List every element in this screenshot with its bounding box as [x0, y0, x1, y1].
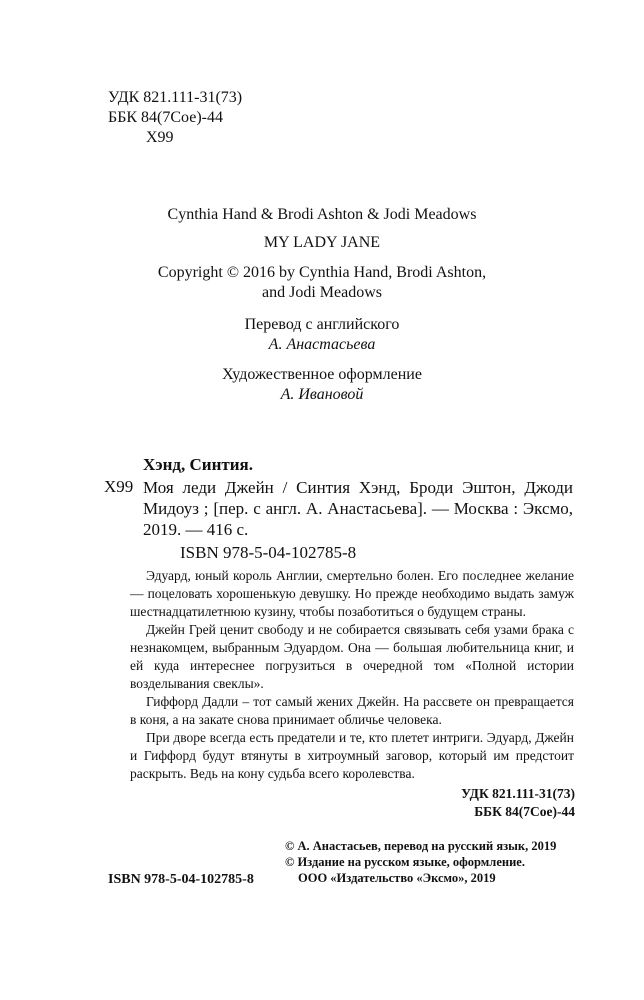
art-design-label: Художественное оформление	[222, 366, 422, 383]
bottom-isbn: ISBN 978-5-04-102785-8	[108, 872, 254, 887]
annotation-paragraph: Гиффорд Дадли – тот самый жених Джейн. На рассвете он превращается в коня, а на закате снова принимает обличье человека.	[130, 694, 574, 727]
translator-name: А. Анастасьева	[268, 336, 376, 353]
catalog-description: Моя леди Джейн / Синтия Хэнд, Броди Эштон, Джоди Мидоуз ; [пер. с англ. А. Анастасьева]. — Москва : Эксмо, 2019. — 416 с.	[143, 478, 573, 539]
translation-label: Перевод с английского	[244, 316, 400, 333]
right-classification-codes	[405, 785, 575, 821]
annotation	[130, 567, 574, 783]
right-bbk-code: ББК 84(7Сое)-44	[474, 804, 575, 819]
copyright-translation: © А. Анастасьев, перевод на русский язык, 2019	[285, 839, 557, 853]
copyright-block	[285, 838, 556, 886]
udk-code: УДК 821.111-31(73)	[108, 89, 243, 106]
original-authors: Cynthia Hand & Brodi Ashton & Jodi Meadows	[167, 206, 477, 223]
catalog-isbn: ISBN 978-5-04-102785-8	[180, 543, 357, 562]
right-udk-code: УДК 821.111-31(73)	[461, 786, 575, 801]
catalog-author: Хэнд, Синтия.	[143, 455, 253, 474]
original-title: MY LADY JANE	[263, 234, 381, 251]
original-copyright-line-1: Copyright © 2016 by Cynthia Hand, Brodi Ashton,	[157, 264, 487, 281]
credits-block	[0, 315, 644, 405]
author-mark-code: Х99	[146, 129, 174, 146]
top-classification-codes	[108, 88, 242, 148]
original-edition-block	[0, 205, 644, 303]
annotation-paragraph: Джейн Грей ценит свободу и не собирается связывать себя узами брака с незнакомцем, выбранным Эдуардом. Она — большая любительница книг, и ей куда интереснее погрузиться в очередной том «Полной истории возделывания свеклы».	[130, 622, 574, 691]
copyright-publisher: ООО «Издательство «Эксмо», 2019	[298, 871, 496, 885]
artist-name: А. Ивановой	[280, 386, 364, 403]
bbk-code: ББК 84(7Сое)-44	[108, 109, 223, 126]
annotation-paragraph: Эдуард, юный король Англии, смертельно болен. Его последнее желание — поцеловать хорошенькую девушку. Но прежде необходимо выдать замуж шестнадцатилетнюю кузину, чтобы позаботиться о будущем страны.	[130, 568, 574, 619]
copyright-edition: © Издание на русском языке, оформление.	[285, 855, 525, 869]
catalog-code: Х99	[104, 477, 134, 496]
annotation-paragraph: При дворе всегда есть предатели и те, кто плетет интриги. Эдуард, Джейн и Гиффорд будут втянуты в хитроумный заговор, который им предстоит раскрыть. Ведь на кону судьба всего королевства.	[130, 730, 574, 781]
original-copyright-line-2: and Jodi Meadows	[262, 284, 382, 301]
